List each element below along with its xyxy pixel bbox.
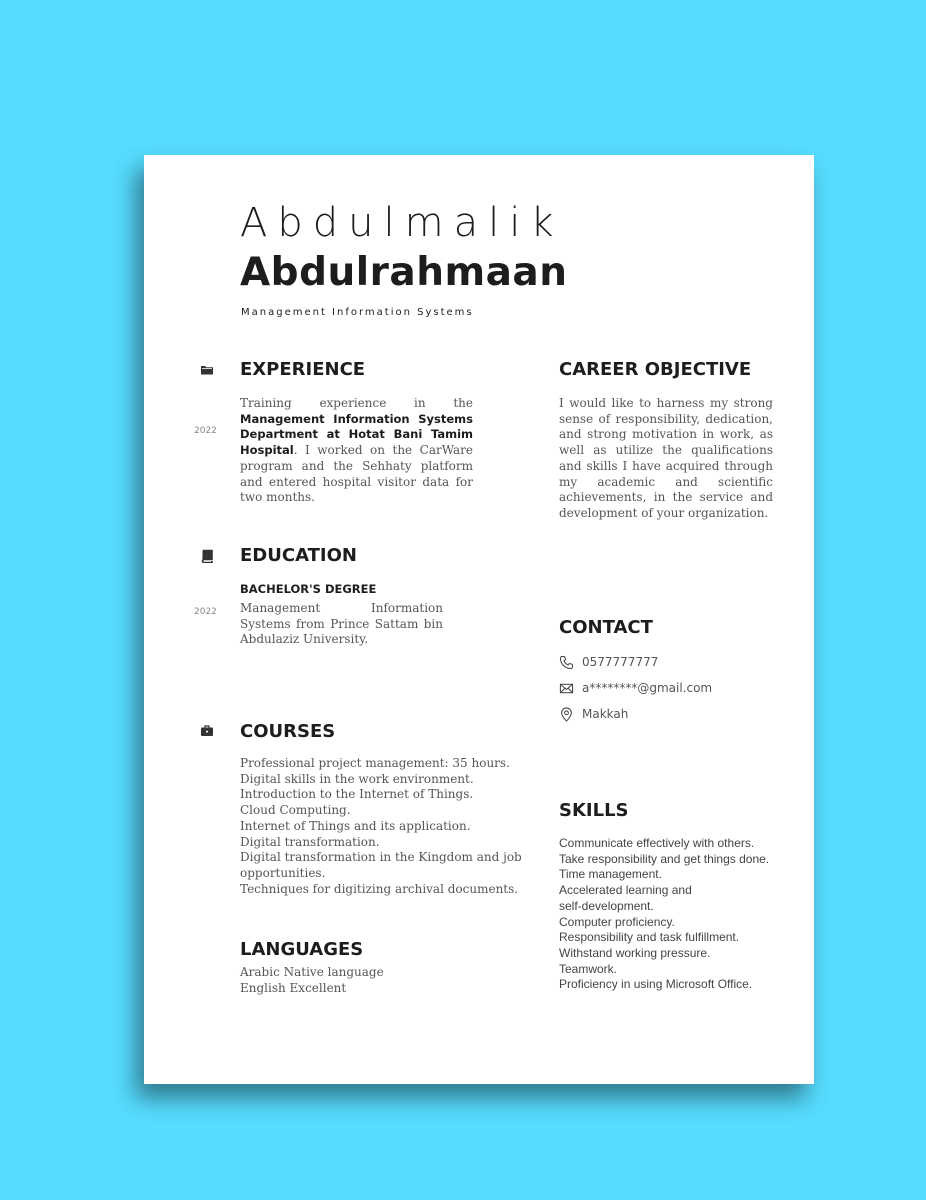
email-value: a********@gmail.com <box>582 681 713 695</box>
skill-item: self-development. <box>559 898 654 913</box>
phone-value: 0577777777 <box>582 655 659 669</box>
course-item: Digital skills in the work environment. <box>240 771 474 786</box>
courses-list <box>240 756 522 897</box>
location-pin-icon <box>559 707 574 722</box>
language-item: Arabic Native language <box>240 965 384 979</box>
skills-list <box>559 836 769 993</box>
course-item: Internet of Things and its application. <box>240 818 471 833</box>
job-title: Management Information Systems <box>241 307 474 318</box>
skill-item: Teamwork. <box>559 961 618 976</box>
mail-icon <box>559 681 574 696</box>
contact-list <box>559 653 712 723</box>
career-objective-heading: CAREER OBJECTIVE <box>559 359 752 380</box>
courses-heading: COURSES <box>240 721 336 742</box>
skill-item: Accelerated learning and <box>559 883 692 898</box>
experience-description: Training experience in the Management Information Systems Department at Hotat Bani Tamim Hospital. I worked on the CarWare program and the Sehhaty platform and entered hospital visitor data for two months. <box>240 396 473 505</box>
contact-location <box>559 705 712 723</box>
skills-heading: SKILLS <box>559 800 629 821</box>
languages-heading: LANGUAGES <box>240 939 364 960</box>
last-name: Abdulrahmaan <box>240 250 568 295</box>
briefcase-icon <box>200 724 214 738</box>
skill-item: Time management. <box>559 867 662 882</box>
course-item: Introduction to the Internet of Things. <box>240 787 474 802</box>
career-objective-text: I would like to harness my strong sense of responsibility, dedication, and strong motivation in work, as well as utilize the qualifications and skills I have acquired through my academic and scientific achievements, in the service and development of your organization. <box>559 396 773 520</box>
contact-heading: CONTACT <box>559 617 653 638</box>
skill-item: Responsibility and task fulfillment. <box>559 930 740 945</box>
book-icon <box>200 549 214 563</box>
location-value: Makkah <box>582 707 629 721</box>
experience-heading: EXPERIENCE <box>240 359 366 380</box>
folder-icon <box>200 363 214 377</box>
phone-icon <box>559 655 574 670</box>
course-item: Digital transformation. <box>240 834 380 849</box>
course-item: Cloud Computing. <box>240 803 351 818</box>
skill-item: Proficiency in using Microsoft Office. <box>559 977 753 992</box>
skill-item: Communicate effectively with others. <box>559 836 755 850</box>
skill-item: Withstand working pressure. <box>559 945 711 960</box>
course-item: Digital transformation in the Kingdom and job <box>240 850 522 865</box>
contact-phone <box>559 653 712 671</box>
skill-item: Take responsibility and get things done. <box>559 851 770 866</box>
degree-title: BACHELOR'S DEGREE <box>240 582 377 596</box>
skill-item: Computer proficiency. <box>559 914 675 929</box>
course-item: Techniques for digitizing archival documents. <box>240 881 519 896</box>
resume-page <box>144 155 814 1084</box>
language-item: English Excellent <box>240 980 347 995</box>
education-description: Management Information Systems from Prince Sattam bin Abdulaziz University. <box>240 601 443 647</box>
experience-year: 2022 <box>194 426 217 436</box>
course-item: opportunities. <box>240 865 326 880</box>
course-item: Professional project management: 35 hours. <box>240 756 510 770</box>
first-name: Abdulmalik <box>240 200 564 246</box>
education-year: 2022 <box>194 607 217 617</box>
languages-list <box>240 965 384 996</box>
education-heading: EDUCATION <box>240 545 357 566</box>
contact-email <box>559 679 712 697</box>
